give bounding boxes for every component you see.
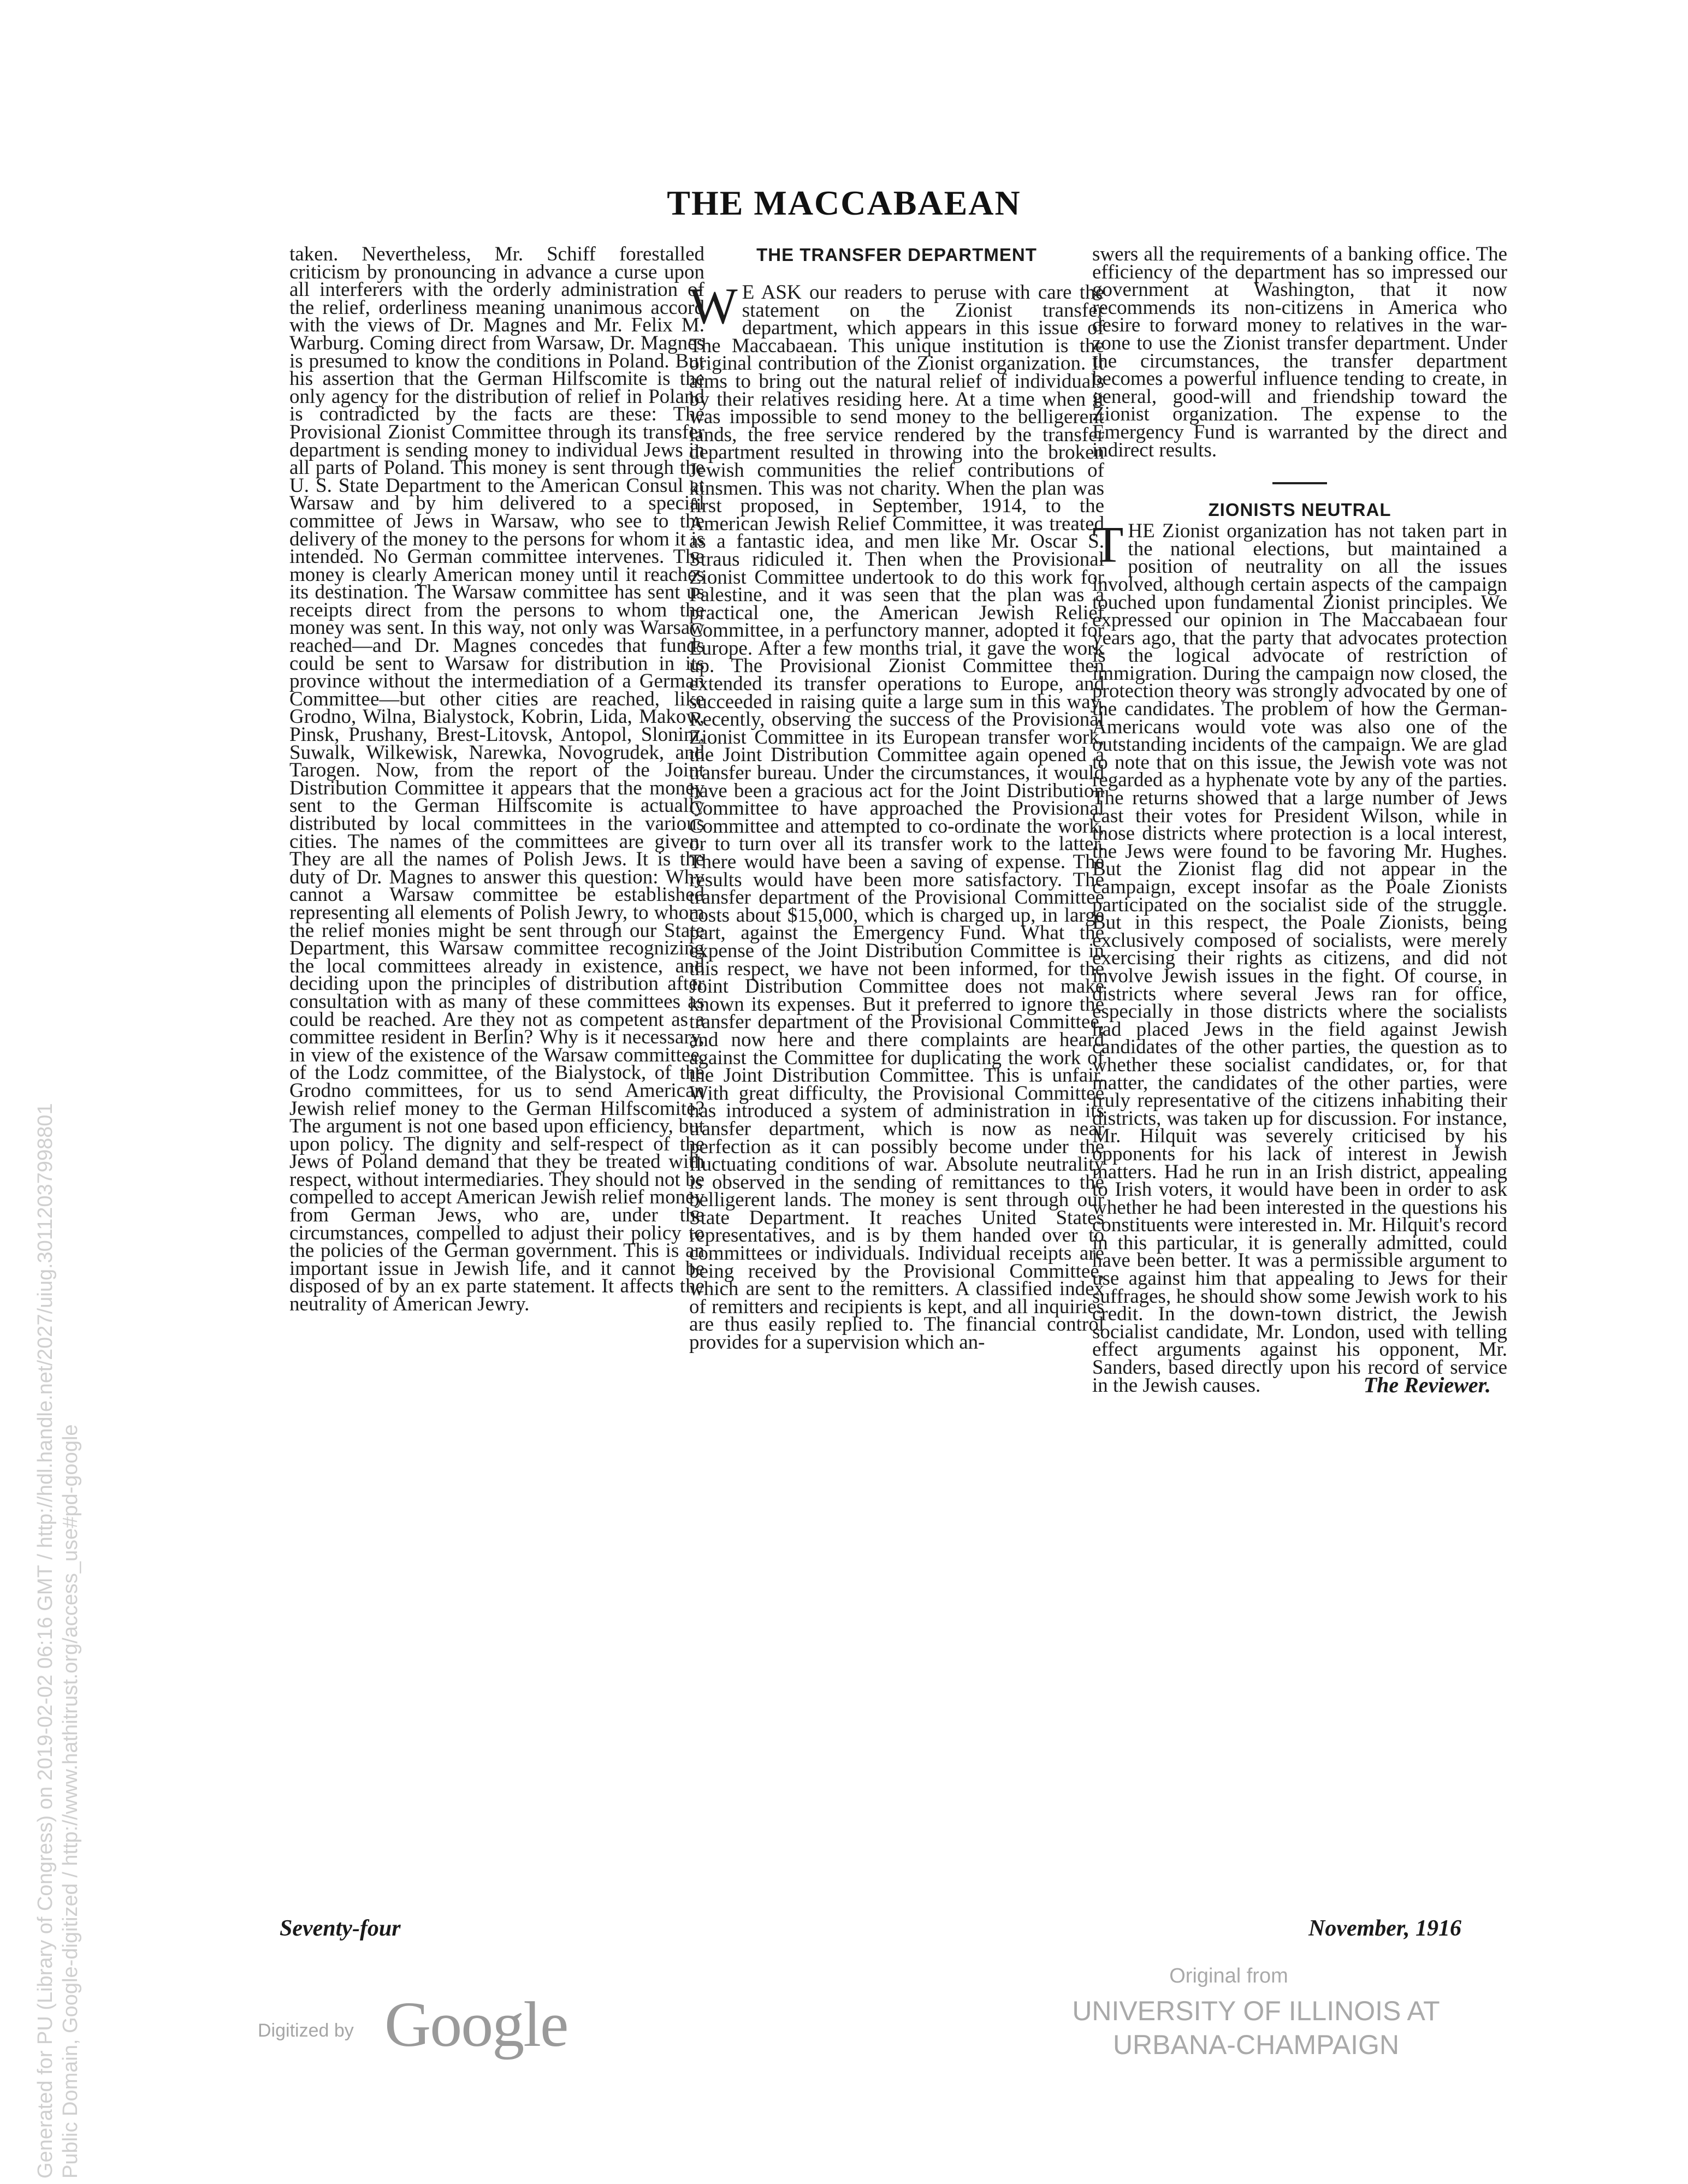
article-column-3 [1092,243,1507,1398]
column1-text: taken. Nevertheless, Mr. Schiff forestalled criticism by pronouncing in advance a curse upon all interferers with the orderly administration of the relief, orderliness meaning unanimous accord with the views of Dr. Magnes and Mr. Felix M. Warburg. Coming direct from Warsaw, Dr. Magnes is presumed to know the conditions in Poland. But his assertion that the German Hilfscomite is the only agency for the distribution of relief in Poland is contradicted by the facts are these: The Provisional Zionist Committee through its transfer department is sending money to individual Jews in all parts of Poland. This money is sent through the U. S. State Department to the American Consul at Warsaw and by him delivered to a special committee of Jews in Warsaw, who see to the delivery of the money to the persons for whom it is intended. No German committee intervenes. The money is clearly American money until it reaches its destination. The Warsaw committee has sent us receipts direct from the persons to whom the money was sent. In this way, not only was Warsaw reached—and Dr. Magnes concedes that funds could be sent to Warsaw for distribution in its province without the intermediation of a German Committee—but other cities are reached, like Grodno, Wilna, Bialystock, Kobrin, Lida, Makow, Pinsk, Prushany, Brest-Litovsk, Antopol, Slonim, Suwalk, Wilkewisk, Narewka, Novogrudek, and Tarogen. Now, from the report of the Joint Distribution Committee it appears that the money sent to the German Hilfscomite is actually distributed by local committees in the various cities. The names of the committees are given. They are all the names of Polish Jews. It is the duty of Dr. Magnes to answer this question: Why cannot a Warsaw committee be established representing all elements of Polish Jewry, to whom the relief monies might be sent through our State Department, this Warsaw committee recognizing the local committees already in existence, and deciding upon the principles of distribution after consultation with as many of these committees as could be reached. Are they not as competent as a committee resident in Berlin? Why is it necessary, in view of the existence of the Warsaw committee, of the Lodz committee, of the Bialystock, of the Grodno committees, for us to send American Jewish relief money to the German Hilfscomite? The argument is not one based upon efficiency, but upon policy. The dignity and self-respect of the Jews of Poland demand that they be treated with respect, without intermediaries. They should not be compelled to accept American Jewish relief money from German Jews, who are, under the circumstances, compelled to adjust their policy to the policies of the German government. This is an important issue in Jewish life, and it cannot be disposed of by an ex parte statement. It affects the neutrality of American Jewry. [289,243,704,1316]
dropcap-t: T [1092,517,1124,574]
side-watermark-line1: Generated for PU (Library of Congress) on 2019-02-02 06:16 GMT / http://hdl.handle.net/2027/uiug.30112037998801 [34,1103,57,2179]
transfer-department-text: E ASK our readers to peruse with care the statement on the Zionist transfer department, which appears in this issue of The Maccabaean. This unique institution is the original contribution of the Zionist organization. It aims to bring out the natural relief of individuals by their relatives residing here. At a time when it was impossible to send money to the belligerent lands, the free service rendered by the transfer department resulted in throwing into the broken Jewish communities the relief contributions of kinsmen. This was not charity. When the plan was first proposed, in September, 1914, to the American Jewish Relief Committee, it was treated as a fantastic idea, and men like Mr. Oscar S. Straus ridiculed it. Then when the Provisional Zionist Committee undertook to do this work for Palestine, and it was seen that the plan was a practical one, the American Jewish Relief Committee, in a perfunctory manner, adopted it for Europe. After a few months trial, it gave the work up. The Provisional Zionist Committee then extended its transfer operations to Europe, and succeeded in raising quite a large sum in this way. Recently, observing the success of the Provisional Zionist Committee in its European transfer work, the Joint Distribution Committee again opened a transfer bureau. Under the circumstances, it would have been a gracious act for the Joint Distribution Committee to have approached the Provisional Committee and attempted to co-ordinate the work, or to turn over all its transfer work to the latter. There would have been a saving of expense. The results would have been more satisfactory. The transfer department of the Provisional Committee costs about $15,000, which is charged up, in large part, against the Emergency Fund. What the expense of the Joint Distribution Committee is in this respect, we have not been informed, for the Joint Distribution Committee does not make known its expenses. But it preferred to ignore the transfer department of the Provisional Committee, and now here and there complaints are heard against the Committee for duplicating the work of the Joint Distribution Committee. This is unfair. With great difficulty, the Provisional Committee has introduced a system of administration in its transfer department, which is now as near perfection as it can possibly become under the fluctuating conditions of war. Absolute neutrality is observed in the sending of remittances to the belligerent lands. The money is sent through our State Department. It reaches United States representatives, and is by them handed over to committees or individuals. Individual receipts are being received by the Provisional Committee, which are sent to the remitters. A classified index of remitters and recipients is kept, and all inquiries are thus easily replied to. The financial control provides for a supervision which an- [689,281,1104,1354]
author-signature: The Reviewer. [1363,1373,1491,1398]
google-logo: Google [384,1989,568,2060]
issue-date: November, 1916 [1308,1916,1461,1941]
zionists-neutral-body [1092,517,1507,1398]
digitized-by-label: Digitized by [258,2020,354,2041]
zionists-neutral-heading: ZIONISTS NEUTRAL [1208,500,1391,520]
original-from-label: Original from [1169,1965,1288,1987]
masthead-title: THE MACCABAEAN [667,183,1021,222]
university-name-line2: URBANA-CHAMPAIGN [1112,2029,1400,2060]
dropcap-w: W [689,278,738,335]
article-column-1 [289,243,704,1316]
university-name-line1: UNIVERSITY OF ILLINOIS AT [1072,1996,1440,2026]
transfer-department-heading: THE TRANSFER DEPARTMENT [756,245,1037,265]
zionists-neutral-text: HE Zionist organization has not taken part in the national elections, but maintained a position of neutrality on all the issues involved, although certain aspects of the campaign touched upon fundamental Zionist principles. We expressed our opinion in The Maccabaean four years ago, that the party that advocates protection is the logical advocate of restriction of immigration. During the campaign now closed, the protection theory was strongly advocated by one of the candidates. The problem of how the German-Americans would vote was also one of the outstanding incidents of the campaign. We are glad to note that on this issue, the Jewish vote was not regarded as a hyphenate vote by any of the parties. The returns showed that a large number of Jews cast their votes for President Wilson, while in those districts where protection is a local interest, the Jews were found to be favoring Mr. Hughes. But the Zionist flag did not appear in the campaign, except insofar as the Poale Zionists participated on the socialist side of the struggle. But in this respect, the Poale Zionists, being exclusively composed of socialists, were merely exercising their rights as citizens, and did not involve Jewish issues in the fight. Of course, in districts where several Jews ran for office, especially in those districts where the socialists had placed Jews in the field against Jewish candidates of the other parties, the question as to whether these socialist candidates, or, for that matter, the candidates of the other parties, were truly representative of the citizens inhabiting their districts, was taken up for discussion. For instance, Mr. Hilquit was severely criticised by his opponents for his lack of interest in Jewish matters. Had he run in an Irish district, appealing to Irish voters, it would have been in order to ask whether he had been interested in the questions his constituents were interested in. Mr. Hilquit's record in this particular, it is generally admitted, could have been better. It was a permissible argument to use against him that appealing to Jews for their suffrages, he should show some Jewish work to his credit. In the down-town district, the Jewish socialist candidate, Mr. London, used with telling effect arguments against his opponent, Mr. Sanders, based directly upon his record of service in the Jewish causes. [1092,520,1507,1397]
column3-top-text: swers all the requirements of a banking office. The efficiency of the department has so impressed our government at Washington, that it now recommends its non-citizens in America who desire to forward money to relatives in the war-zone to use the Zionist transfer department. Under the circumstances, the transfer department becomes a powerful influence tending to create, in general, good-will and friendship toward the Zionist organization. The expense to the Emergency Fund is warranted by the direct and indirect results. [1092,243,1507,461]
transfer-department-body [689,278,1104,1354]
side-watermark-line2: Public Domain, Google-digitized / http://www.hathitrust.org/access_use#pd-google [59,1424,82,2179]
hathitrust-side-watermark [33,1103,83,2179]
page-number-label: Seventy-four [280,1916,401,1941]
article-column-2 [689,246,1104,1352]
section-divider [1272,482,1327,484]
